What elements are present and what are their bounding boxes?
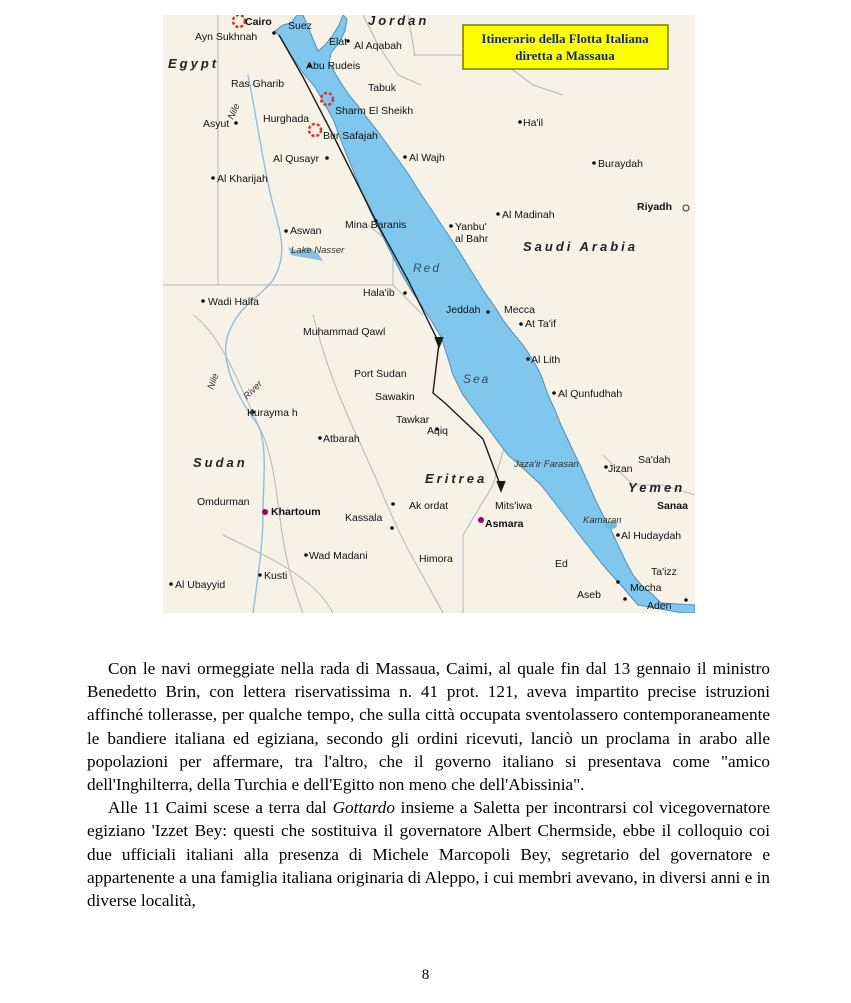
city-ras-gharib: Ras Gharib — [231, 78, 285, 90]
city-omdurman: Omdurman — [197, 496, 250, 508]
city-muhammad-qawl: Muhammad Qawl — [303, 326, 386, 338]
paragraph-2 — [87, 796, 770, 912]
city-kassala: Kassala — [345, 512, 383, 524]
label-jordan: Jordan — [368, 15, 430, 28]
label-farasan: Jaza'ir Farasan — [514, 459, 579, 470]
city-tabuk: Tabuk — [368, 82, 397, 94]
label-sudan: Sudan — [193, 455, 248, 470]
city-taizz: Ta'izz — [651, 566, 677, 578]
label-kamaran: Kamaran — [583, 515, 622, 526]
city-qunfudhah: Al Qunfudhah — [558, 388, 623, 400]
label-lake-nasser: Lake Nasser — [291, 245, 345, 256]
paragraph-1: Con le navi ormeggiate nella rada di Massaua, Caimi, al quale fin dal 13 gennaio il ministro Benedetto Brin, con lettera riservatissima n. 41 prot. 121, aveva impartito precise istruzioni affinché tollerasse, per qualche tempo, che sulla città occupata sventolassero contemporaneamente le bandiere italiana ed egiziana, secondo gli ordini ricevuti, lanciò un proclama in arabo alle popolazioni per affermare, tra l'altro, che il governo italiano si presentava come "amico dell'Inghilterra, della Turchia e dell'Egitto non meno che dell'Abissinia". — [87, 659, 770, 795]
city-lith: Al Lith — [531, 354, 561, 366]
city-elat: Elat — [329, 36, 348, 48]
city-jeddah: Jeddah — [446, 304, 481, 316]
city-kharijah: Al Kharijah — [217, 173, 268, 185]
legend-line-2: diretta a Massaua — [515, 48, 615, 63]
label-yemen: Yemen — [628, 480, 686, 495]
city-port-sudan: Port Sudan — [354, 368, 407, 380]
city-aswan: Aswan — [290, 225, 322, 237]
city-kusti: Kusti — [264, 570, 288, 582]
city-halaib: Hala'ib — [363, 287, 395, 299]
city-abu-rudeis: Abu Rudeis — [306, 60, 361, 72]
label-sea-red: Red — [413, 261, 442, 275]
paragraph-2-end: insieme a Saletta per incontrarsi col vicegovernatore egiziano 'Izzet Bey: questi che sostituiva il governatore Albert Chermside, ebbe il colloquio coi due ufficiali italiani alla presenza di Michele Marcopoli Bey, segretario del governatore e appartenente a una famiglia italiana originaria di Aleppo, i cui membri avevano, in diversi anni e in diverse località, — [87, 798, 770, 911]
city-cairo: Cairo — [245, 16, 272, 28]
city-ubayyid: Al Ubayyid — [175, 579, 226, 591]
city-aqabah: Al Aqabah — [354, 40, 402, 52]
city-wadi-halfa: Wadi Halfa — [208, 296, 259, 308]
city-atbarah: Atbarah — [323, 433, 360, 445]
city-sadah: Sa'dah — [638, 454, 671, 466]
city-buraydah: Buraydah — [598, 158, 643, 170]
city-khartoum: Khartoum — [271, 506, 321, 518]
city-jizan: Jizan — [608, 463, 633, 475]
city-wajh: Al Wajh — [409, 152, 445, 164]
city-aseb: Aseb — [577, 589, 601, 601]
label-egypt: Egypt — [168, 56, 220, 71]
label-sea-sea: Sea — [463, 372, 491, 386]
paragraph-2-start: Alle 11 Caimi scese a terra dal — [108, 798, 333, 818]
city-mocha: Mocha — [630, 582, 662, 594]
city-sanaa: Sanaa — [657, 500, 688, 512]
city-bur-safajah: Bur Safajah — [323, 130, 378, 142]
label-saudi-arabia: Saudi Arabia — [523, 239, 638, 254]
city-ak-ordat: Ak ordat — [409, 500, 449, 512]
label-nile-2: Nile — [205, 371, 222, 392]
label-river: River — [241, 378, 265, 403]
red-sea-map — [163, 15, 695, 613]
body-text — [87, 657, 770, 912]
city-wad-madani: Wad Madani — [309, 550, 368, 562]
city-ayn-sukhnah: Ayn Sukhnah — [195, 31, 258, 43]
city-yanbu: Yanbu' — [455, 221, 487, 233]
ship-name: Gottardo — [332, 798, 395, 818]
city-al-bahr: al Bahr — [455, 233, 489, 245]
city-mina-baranis: Mina Baranis — [345, 219, 407, 231]
city-tawkar: Tawkar — [396, 414, 430, 426]
city-quseir: Al Qusayr — [273, 153, 320, 165]
city-asmara: Asmara — [485, 518, 524, 530]
city-taif: At Ta'if — [525, 318, 556, 330]
city-kuraymah: Kurayma h — [247, 407, 298, 419]
city-sawakin: Sawakin — [375, 391, 415, 403]
map-legend — [463, 25, 668, 69]
city-sharm: Sharm El Sheikh — [335, 105, 414, 117]
city-suez: Suez — [288, 20, 312, 32]
city-hail: Ha'il — [523, 117, 544, 129]
label-nile: Nile — [225, 101, 243, 122]
page-number: 8 — [421, 967, 430, 983]
city-aden: Aden — [647, 600, 672, 612]
city-riyadh: Riyadh — [637, 201, 673, 213]
city-asyut: Asyut — [203, 118, 230, 130]
city-himora: Himora — [419, 553, 453, 565]
city-aqiq: Aqiq — [427, 425, 449, 437]
city-hudaydah: Al Hudaydah — [621, 530, 682, 542]
city-mecca: Mecca — [504, 304, 535, 316]
legend-line-1: Itinerario della Flotta Italiana — [481, 31, 649, 46]
city-madinah: Al Madinah — [502, 209, 555, 221]
label-eritrea: Eritrea — [425, 471, 488, 486]
city-ed: Ed — [555, 558, 568, 570]
city-hurghada: Hurghada — [263, 113, 310, 125]
city-mitsiwa: Mits'iwa — [495, 500, 533, 512]
